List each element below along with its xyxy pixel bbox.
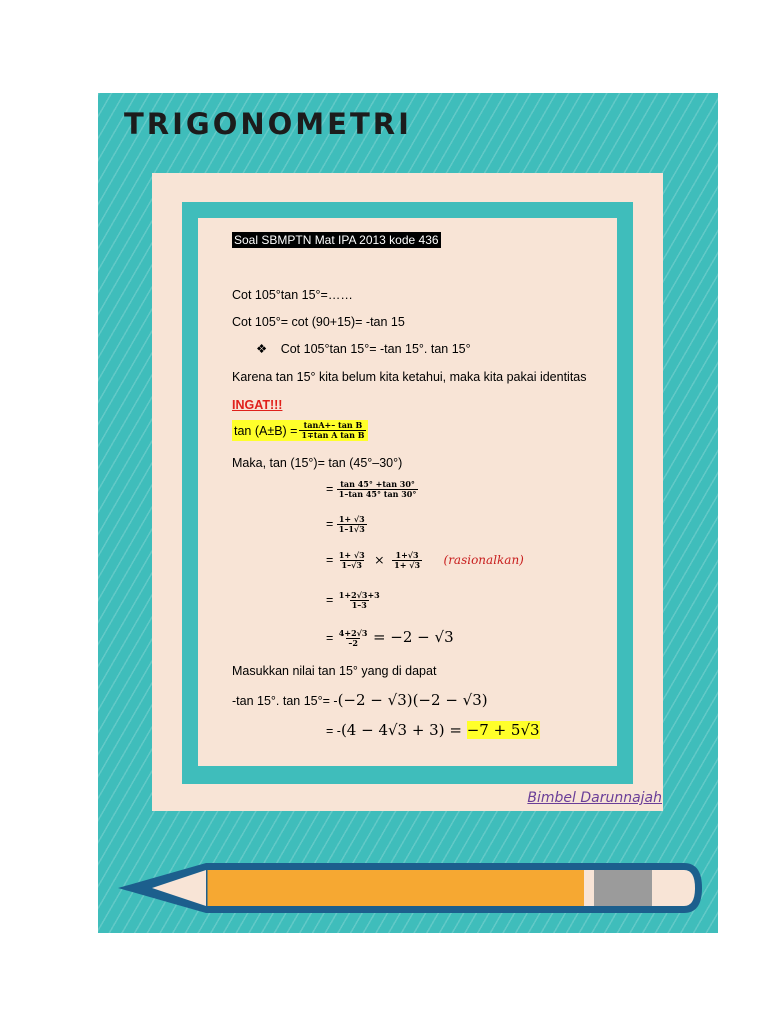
step2-numerator: 1+ √3 — [338, 514, 365, 524]
step3-fraction-b — [392, 551, 422, 570]
step3a-denominator: 1–√3 — [341, 560, 362, 571]
final2-math: (4 − 4√3 + 3) = — [340, 721, 467, 739]
step1-fraction — [337, 480, 419, 499]
final-line-1 — [232, 691, 488, 709]
step5-numerator: 4+2√3 — [338, 628, 368, 639]
outer-frame — [152, 173, 663, 811]
bullet-text: Cot 105°tan 15°= -tan 15°. tan 15° — [280, 342, 471, 356]
final2-prefix: = - — [326, 724, 341, 738]
identity-numerator: tanA+– tan B — [303, 420, 363, 430]
ingat-warning: INGAT!!! — [232, 398, 283, 412]
step1-numerator: tan 45° +tan 30° — [340, 479, 415, 489]
step5-result: = −2 − √3 — [372, 628, 454, 646]
step3-fraction-a — [337, 551, 367, 570]
step4-fraction — [337, 591, 382, 610]
question-line: Cot 105°tan 15°=…… — [232, 288, 353, 302]
poster — [98, 93, 718, 933]
final-answer: −7 + 5√3 — [466, 721, 540, 739]
final1-text: -tan 15°. tan 15°= - — [232, 694, 338, 708]
diamond-bullet-icon: ❖ — [256, 342, 268, 356]
step5-line — [326, 628, 454, 648]
author-signature: Bimbel Darunnajah — [527, 790, 662, 806]
step1-denominator: 1–tan 45° tan 30° — [338, 489, 417, 500]
step3b-denominator: 1+ √3 — [394, 560, 421, 571]
step5-fraction — [337, 629, 370, 648]
step3-line — [326, 551, 524, 570]
equals-sign: = — [326, 516, 334, 531]
problem-source-label: Soal SBMPTN Mat IPA 2013 kode 436 — [234, 233, 439, 247]
equals-sign: = — [326, 481, 334, 496]
identity-formula — [232, 420, 368, 441]
maka-line: Maka, tan (15°)= tan (45°–30°) — [232, 456, 403, 470]
rasionalkan-note: (rasionalkan) — [443, 552, 524, 567]
bullet-line — [256, 341, 471, 356]
equals-sign: = — [326, 592, 334, 607]
page-title: TRIGONOMETRI — [124, 107, 412, 141]
teal-frame — [182, 202, 633, 784]
step3b-numerator: 1+√3 — [395, 550, 419, 560]
equals-sign: = — [326, 552, 334, 567]
masukkan-text: Masukkan nilai tan 15° yang di dapat — [232, 664, 437, 678]
step4-line — [326, 591, 382, 610]
content-page — [198, 218, 617, 766]
pencil-icon — [112, 858, 704, 918]
step1-line — [326, 480, 418, 499]
karena-text: Karena tan 15° kita belum kita ketahui, maka kita pakai identitas — [232, 370, 587, 384]
final1-math: (−2 − √3)(−2 − √3) — [337, 691, 488, 709]
step4-denominator: 1–3 — [351, 600, 367, 611]
identity-fraction — [299, 421, 366, 440]
step2-fraction — [337, 515, 367, 534]
step2-denominator: 1–1√3 — [338, 524, 365, 535]
step4-numerator: 1+2√3+3 — [338, 590, 380, 600]
step-cot-identity: Cot 105°= cot (90+15)= -tan 15 — [232, 315, 405, 329]
identity-denominator: 1∓tan A tan B — [301, 430, 365, 441]
step5-denominator: –2 — [348, 638, 358, 649]
final-line-2 — [326, 721, 540, 739]
times-sign: × — [374, 551, 385, 567]
step2-line — [326, 515, 367, 534]
identity-label: tan (A±B) = — [234, 423, 298, 438]
step3a-numerator: 1+ √3 — [338, 550, 365, 560]
equals-sign: = — [326, 631, 334, 645]
